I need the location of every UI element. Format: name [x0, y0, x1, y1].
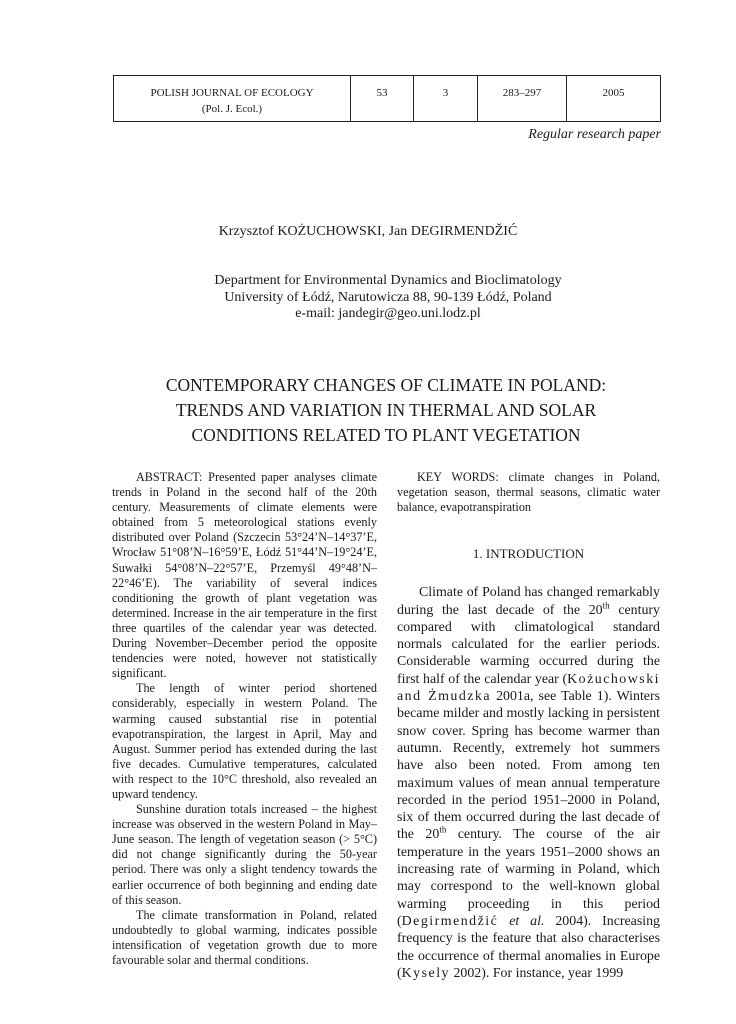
intro-text-5: 2004). Increasing frequency is the feature that also characterises the occurrence of thermal anomalies in Europe (	[397, 913, 660, 981]
abstract-paragraph-1: ABSTRACT: Presented paper analyses climate trends in Poland in the second half of the 20th century. Measurements of climate elements were obtained from 5 meteorological stations evenly distributed over Poland (Szczecin 53°24’N–14°37’E, Wrocław 51°08’N–16°59’E, Łódź 51°44’N–19°24’E, Suwałki 54°08’N–22°57’E, Przemyśl 49°48’N–22°46’E). The variability of several indices conditioning the growth of plant vegetation was determined. Increase in the air temperature in the first three quartiles of the calendar year was detected. During November–December period the opposite tendencies were noted, however not statistically significant.	[112, 470, 377, 681]
affiliation-department: Department for Environmental Dynamics and Bioclimatology	[214, 273, 562, 288]
citation-et-al: et al.	[498, 913, 545, 929]
paper-title	[0, 373, 736, 448]
intro-text-2: century compared with climatological standard normals calculated for the earlier periods. Considerable warming occurred during the first half of the calendar year (	[397, 602, 660, 687]
introduction-paragraph	[397, 584, 660, 982]
superscript-th: th	[439, 824, 447, 835]
introduction-heading: 1. INTRODUCTION	[472, 546, 585, 562]
abstract-column	[112, 470, 377, 968]
abstract-paragraph-4: The climate transformation in Poland, related undoubtedly to global warming, indicates possible intensification of vegetation growth due to more favourable solar and thermal conditions.	[112, 907, 377, 967]
citation-degirmendzic: Degirmendžić	[401, 913, 499, 929]
intro-text-6: 2002). For instance, year 1999	[450, 965, 624, 981]
journal-name-cell	[114, 76, 351, 122]
intro-text-4: century. The course of the air temperature in the years 1951–2000 shows an increasing rate of warming in Poland, which may correspond to the well-known global warming proceeding in this period (	[397, 827, 660, 929]
intro-text-3: 2001a, see Table 1). Winters became milder and mostly lacking in persistent snow cover. Spring has become warmer than autumn. Recently, extremely hot summers have also been noted. From among ten maximum values of mean annual temperature recorded in the period 1951–2000 in Poland, six of them occurred during the last decade of the 20	[397, 689, 660, 843]
authors: Krzysztof KOŻUCHOWSKI, Jan DEGIRMENDŽIĆ	[218, 224, 518, 239]
affiliation-address: University of Łódź, Narutowicza 88, 90-139 Łódź, Poland	[224, 289, 552, 305]
affiliation-email: e-mail: jandegir@geo.uni.lodz.pl	[295, 306, 481, 321]
abstract-paragraph-2: The length of winter period shortened considerably, especially in western Poland. The warming caused substantial rise in potential evapotranspiration, the largest in April, May and August. Summer period has extended during the last five decades. Cumulative temperatures, calculated with respect to the 10°C threshold, also revealed an upward tendency.	[112, 681, 377, 801]
title-line-1: CONTEMPORARY CHANGES OF CLIMATE IN POLAND:	[165, 375, 607, 395]
abstract-paragraph-3: Sunshine duration totals increased – the highest increase was observed in the western Poland in May–June season. The length of vegetation season (> 5°C) did not change significantly during the 50-year period. There was only a slight tendency towards the earlier occurrence of both beginning and ending date of this season.	[112, 802, 377, 907]
citation-kysely: Kysely	[401, 965, 450, 981]
citation-kozuchowski: Kożuchowski and Żmudzka	[397, 671, 660, 705]
title-line-3: CONDITIONS RELATED TO PLANT VEGETATION	[191, 425, 581, 445]
keywords: KEY WORDS: climate changes in Poland, vegetation season, thermal seasons, climatic water balance, evapotranspiration	[397, 470, 660, 515]
issue-cell: 3	[414, 76, 478, 122]
paper-type: Regular research paper	[528, 127, 661, 142]
journal-abbreviation: (Pol. J. Ecol.)	[201, 103, 263, 115]
title-line-2: TRENDS AND VARIATION IN THERMAL AND SOLAR	[175, 400, 597, 420]
year-cell: 2005	[567, 76, 661, 122]
journal-name: POLISH JOURNAL OF ECOLOGY	[150, 87, 314, 99]
pages-cell: 283–297	[478, 76, 567, 122]
right-column	[397, 470, 660, 982]
intro-text-1: Climate of Poland has changed remarkably during the last decade of the 20	[397, 585, 660, 618]
journal-header-table	[113, 75, 661, 122]
superscript-th: th	[602, 599, 610, 610]
affiliation	[0, 273, 736, 323]
volume-cell: 53	[351, 76, 414, 122]
